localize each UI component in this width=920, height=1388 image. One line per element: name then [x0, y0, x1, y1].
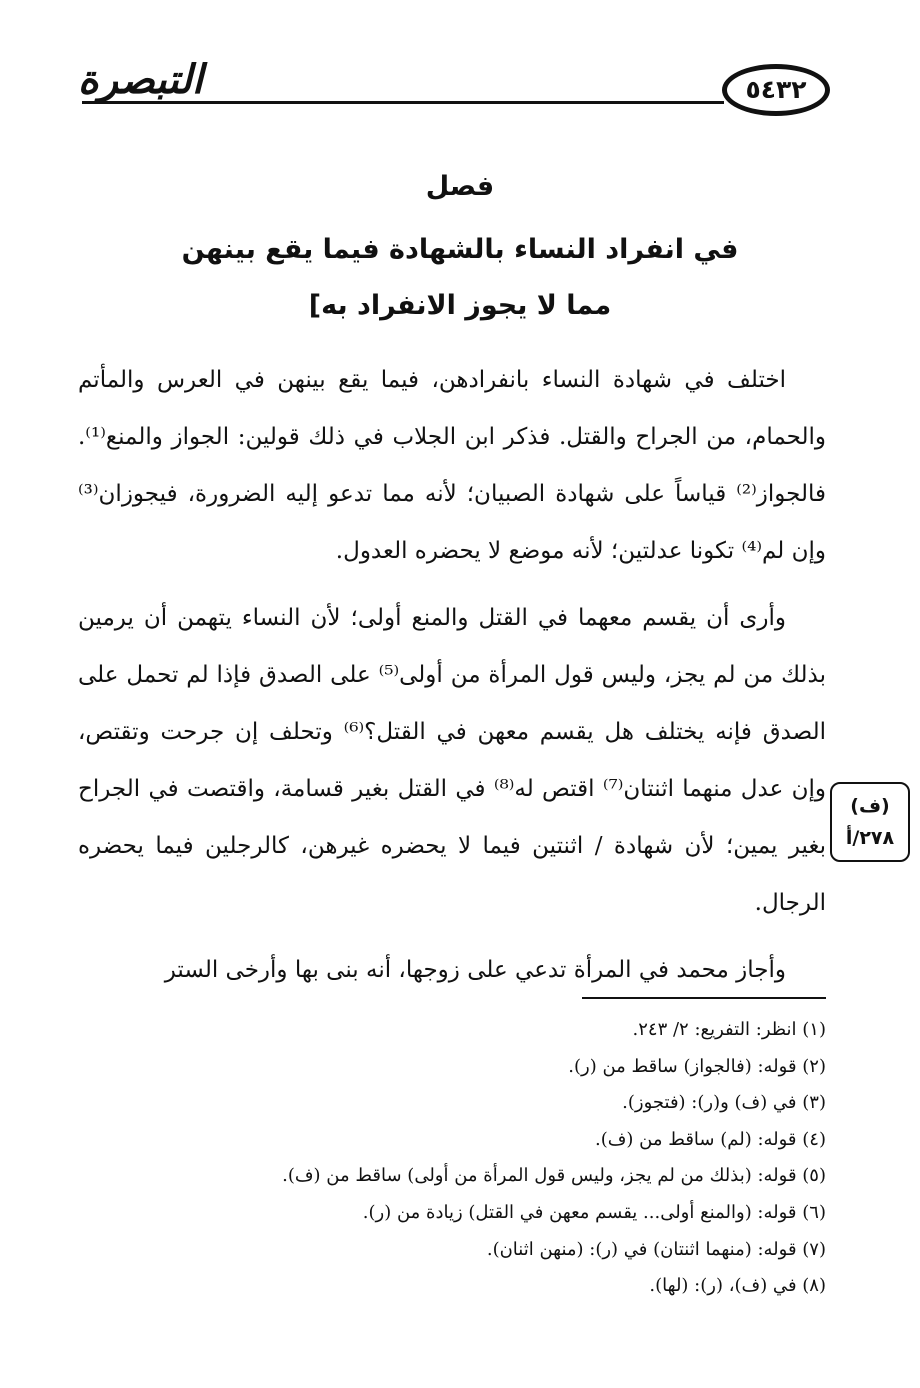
body-text — [78, 352, 826, 999]
footnote: (٢) قوله: (فالجواز) ساقط من (ر). — [568, 1055, 826, 1077]
margin-note-manuscript: (ف) — [850, 795, 890, 817]
footnote: (٧) قوله: (منهما اثنتان) في (ر): (منهن اثنان). — [486, 1238, 826, 1260]
footnote: (٦) قوله: (والمنع أولى... يقسم معهن في القتل) زيادة من (ر). — [362, 1201, 826, 1223]
paragraph: وأجاز محمد في المرأة تدعي على زوجها، أنه بنى بها وأرخى الستر — [164, 957, 786, 983]
footnote: (٥) قوله: (بذلك من لم يجز، وليس قول المرأة من أولى) ساقط من (ف). — [282, 1165, 826, 1187]
paragraph: وأرى أن يقسم معهما في القتل والمنع أولى؛ لأن النساء يتهمن أن يرمين بذلك من لم يجز، وليس قول المرأة من أولى⁽⁵⁾ على الصدق فإذا لم تحمل على الصدق فإنه يختلف هل يقسم معهن في القتل؟⁽⁶⁾ وتحلف إن جرحت وتقتص، وإن عدل منهما اثنتان⁽⁷⁾ اقتص له⁽⁸⁾ في القتل بغير قسامة، واقتصت في الجراح بغير يمين؛ لأن شهادة / اثنتين فيما لا يحضره غيرهن، كالرجلين فيما يحضره الرجال. — [78, 605, 827, 916]
section-title-line-2: مما لا يجوز الانفراد به] — [308, 290, 612, 321]
section-title-line-1: في انفراد النساء بالشهادة فيما يقع بينهن — [181, 234, 739, 265]
margin-note-folio: ٢٧٨/أ — [845, 827, 895, 849]
paragraph: اختلف في شهادة النساء بانفرادهن، فيما يقع بينهن في العرس والمأتم والحمام، من الجراح والقتل. فذكر ابن الجلاب في ذلك قولين: الجواز والمنع⁽¹⁾. فالجواز⁽²⁾ قياساً على شهادة الصبيان؛ لأنه مما تدعو إليه الضرورة، فيجوزان⁽³⁾ وإن لم⁽⁴⁾ تكونا عدلتين؛ لأنه موضع لا يحضره العدول. — [78, 367, 826, 564]
page-number: ٥٤٣٢ — [745, 75, 807, 104]
footnote: (٣) في (ف) و(ر): (فتجوز). — [622, 1092, 826, 1114]
footnote-separator — [582, 997, 826, 999]
footnote: (٤) قوله: (لم) ساقط من (ف). — [595, 1128, 826, 1150]
footnotes-list — [200, 1012, 826, 1305]
section-heading-fasl: فصل — [425, 171, 495, 202]
footnote: (١) انظر: التفريع: ٢/ ٢٤٣. — [632, 1019, 826, 1040]
header-rule — [82, 101, 724, 104]
manuscript-folio-note — [830, 782, 910, 862]
footnote: (٨) في (ف)، (ر): (لها). — [649, 1275, 826, 1297]
running-title: التبصرة — [77, 56, 203, 103]
